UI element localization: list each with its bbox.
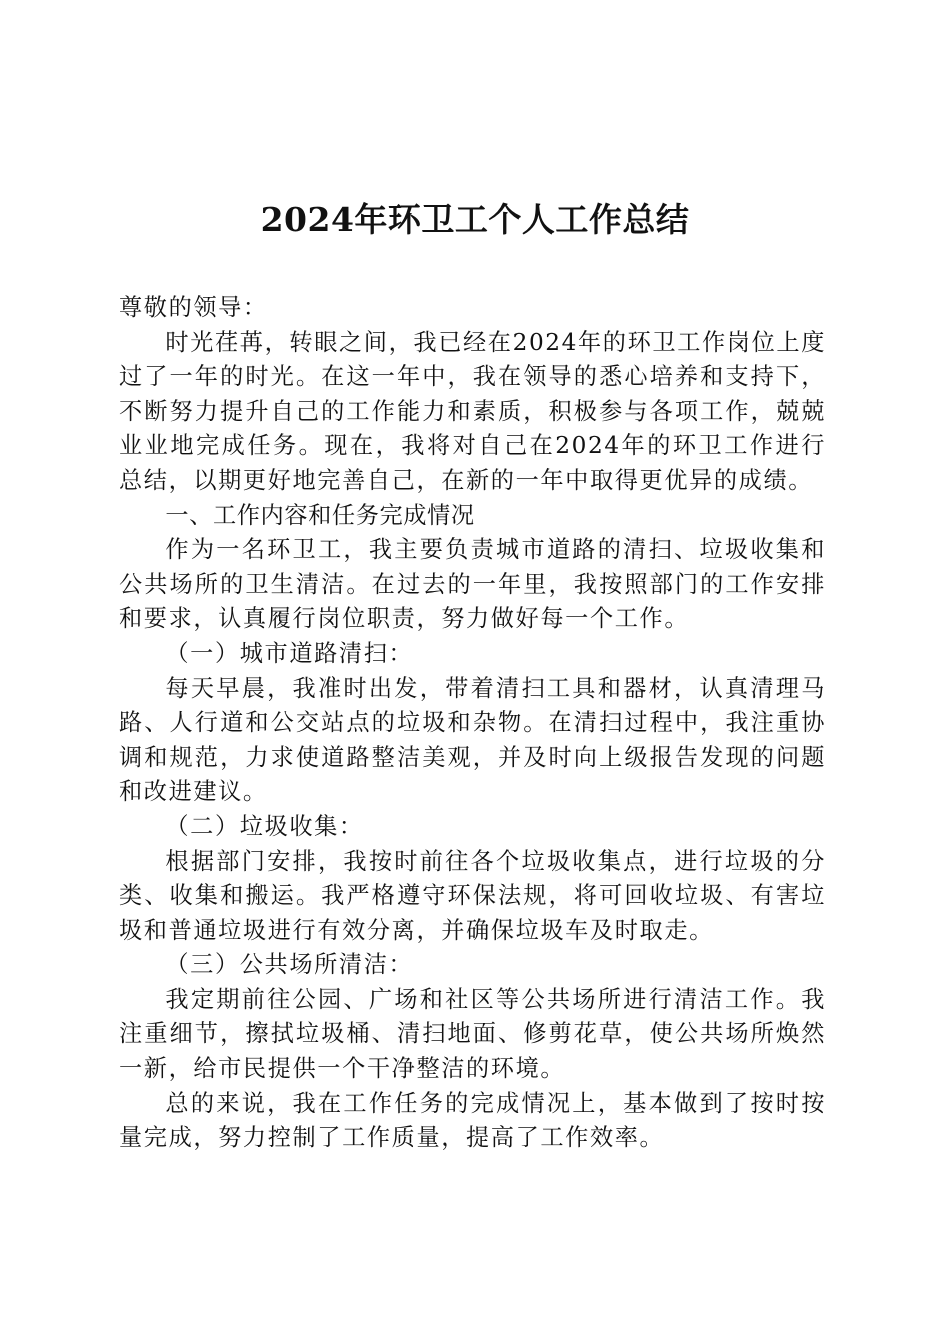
document-body — [119, 291, 826, 1156]
garbage-collection-paragraph: 根据部门安排，我按时前往各个垃圾收集点，进行垃圾的分类、收集和搬运。我严格遵守环保法规，将可回收垃圾、有害垃圾和普通垃圾进行有效分离，并确保垃圾车及时取走。 — [119, 847, 826, 944]
document-title: 2024年环卫工个人工作总结 — [260, 200, 690, 239]
salutation: 尊敬的领导： — [119, 294, 268, 321]
section-heading: 一、工作内容和任务完成情况 — [165, 501, 475, 529]
intro-paragraph: 时光荏苒，转眼之间，我已经在2024年的环卫工作岗位上度过了一年的时光。在这一年中，我在领导的悉心培养和支持下，不断努力提升自己的工作能力和素质，积极参与各项工作，兢兢业业地完成任务。现在，我将对自己在2024年的环卫工作进行总结，以期更好地完善自己，在新的一年中取得更优异的成绩。 — [119, 328, 826, 494]
subsection-heading-public-cleaning: （三）公共场所清洁： — [165, 951, 414, 979]
street-cleaning-paragraph: 每天早晨，我准时出发，带着清扫工具和器材，认真清理马路、人行道和公交站点的垃圾和杂物。在清扫过程中，我注重协调和规范，力求使道路整洁美观，并及时向上级报告发现的问题和改进建议。 — [119, 674, 826, 806]
subsection-heading-garbage-collection: （二）垃圾收集： — [165, 812, 364, 840]
section-intro-paragraph: 作为一名环卫工，我主要负责城市道路的清扫、垃圾收集和公共场所的卫生清洁。在过去的一年里，我按照部门的工作安排和要求，认真履行岗位职责，努力做好每一个工作。 — [119, 536, 826, 633]
subsection-heading-street-cleaning: （一）城市道路清扫： — [165, 639, 414, 667]
summary-paragraph: 总的来说，我在工作任务的完成情况上，基本做到了按时按量完成，努力控制了工作质量，提高了工作效率。 — [119, 1089, 826, 1152]
public-cleaning-paragraph: 我定期前往公园、广场和社区等公共场所进行清洁工作。我注重细节，擦拭垃圾桶、清扫地面、修剪花草，使公共场所焕然一新，给市民提供一个干净整洁的环境。 — [119, 985, 826, 1083]
